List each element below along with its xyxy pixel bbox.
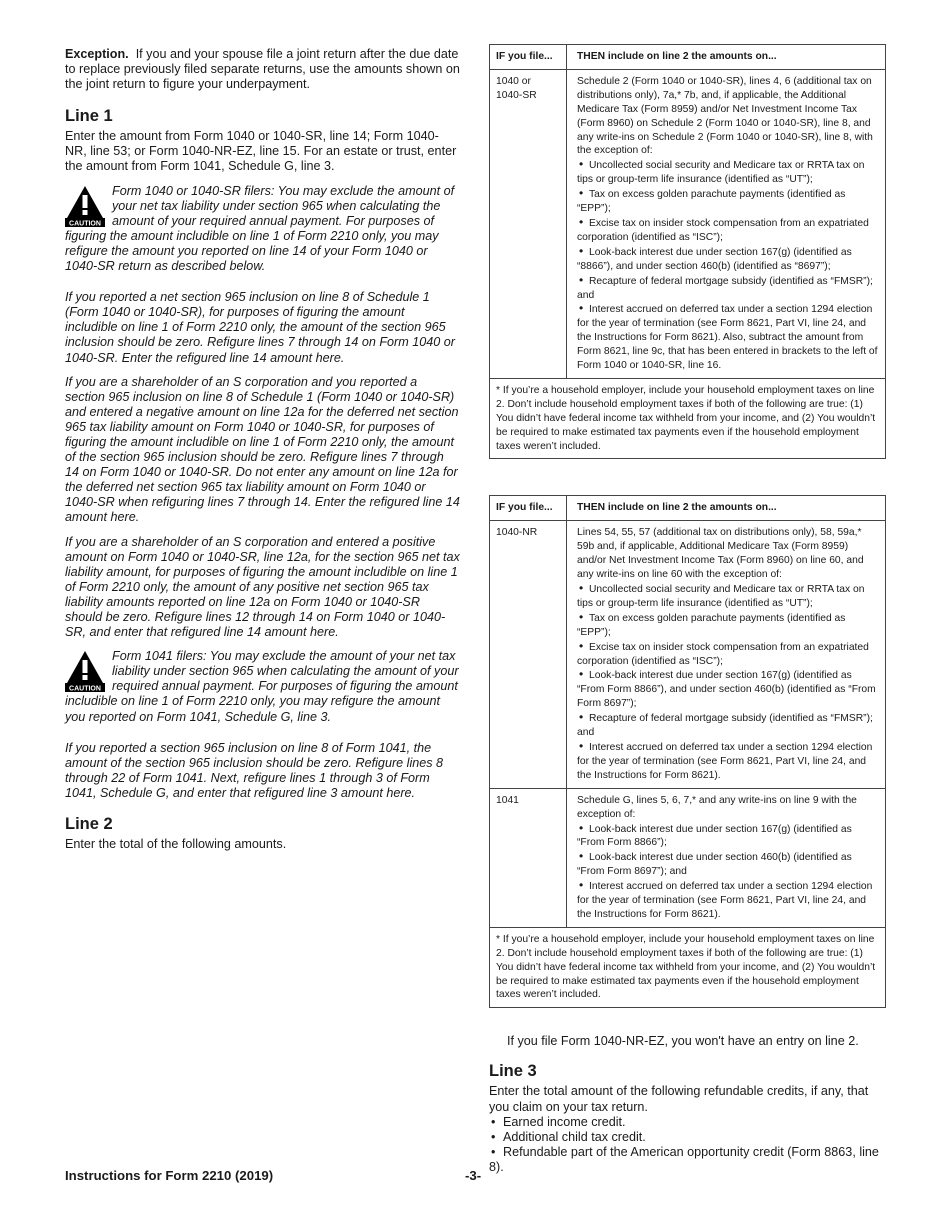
exception-label: Exception. xyxy=(65,47,129,61)
list-item: • Interest accrued on deferred tax under a section 1294 election for the year of termination (see Form 8621, Part VI, line 24, and the Instructions for Form 8621). Also, subtract the amount from Form 8621, line 9c, that has been entered in brackets to the left of Form 1040 or 1040-SR, line 16. xyxy=(577,302,879,373)
caution-text-1: Form 1040 or 1040-SR filers: You may exclude the amount of your net tax liability under section 965 when calculating the amount of your required annual payment. For purposes of figuring the amount includible on line 1 of Form 2210 only, you may refigure the amount you reported on line 14 of your Form 1040 or 1040-SR return as described below. xyxy=(65,183,455,274)
exception-paragraph xyxy=(65,47,460,92)
list-item: • Look-back interest due under section 460(b) (identified as “From Form 8697”); and xyxy=(577,850,879,879)
amounts-cell xyxy=(567,789,885,927)
amounts-cell xyxy=(567,70,885,378)
list-item: • Uncollected social security and Medicare tax or RRTA tax on tips or group-term life insurance (identified as “UT”); xyxy=(577,158,879,187)
list-item: • Interest accrued on deferred tax under a section 1294 election for the year of termination (see Form 8621, Part VI, line 24, and the Instructions for Form 8621). xyxy=(577,740,879,783)
list-item: • Recapture of federal mortgage subsidy (identified as “FMSR”); and xyxy=(577,711,879,740)
list-item: • Tax on excess golden parachute payments (identified as “EPP”); xyxy=(577,187,879,216)
caution-label: CAUTION xyxy=(69,220,101,227)
list-item: • Refundable part of the American opportunity credit (Form 8863, line 8). xyxy=(489,1145,886,1175)
amounts-cell xyxy=(567,521,885,787)
caution-icon xyxy=(65,185,105,227)
line1-heading: Line 1 xyxy=(65,107,113,126)
table-footnote: * If you’re a household employer, include your household employment taxes on line 2. Don’t include household employment taxes if both of the following are true: (1) You didn’t have federal income tax withheld from your income, and (2) You wouldn’t be required to make estimated tax payments even if the household employment taxes weren’t included. xyxy=(490,927,885,1008)
amounts-intro: Schedule 2 (Form 1040 or 1040-SR), lines 4, 6 (additional tax on distributions only), 7a,* 7b, and, if applicable, the Additional Medicare Tax (Form 8959) and/or Net Investment Income Tax (Form 8960) on Schedule 2 (Form 1040 or 1040-SR), line 8, and any write-ins on Schedule 2 (Form 1040 or 1040-SR), line 8, with the exception of: xyxy=(577,75,873,157)
list-item: • Look-back interest due under section 167(g) (identified as “8866”), and under section 460(b) (identified as “8697”); xyxy=(577,245,879,274)
italic-paragraph-1: If you reported a net section 965 inclusion on line 8 of Schedule 1 (Form 1040 or 1040-SR), for purposes of figuring the amount includible on line 1 of Form 2210 only, the amount of the section 965 inclusion should be zero. Refigure lines 7 through 14 on Form 1040 or 1040-SR. Enter the refigured line 14 amount here. xyxy=(65,290,455,365)
list-item: • Excise tax on insider stock compensation from an expatriated corporation (identified as “ISC”); xyxy=(577,216,879,245)
amounts-intro: Schedule G, lines 5, 6, 7,* and any write-ins on line 9 with the exception of: xyxy=(577,794,857,820)
list-item: • Look-back interest due under section 167(g) (identified as “From Form 8866”); xyxy=(577,822,879,851)
col-header-then: THEN include on line 2 the amounts on... xyxy=(577,51,777,62)
table-header-row xyxy=(490,45,885,69)
line3-heading: Line 3 xyxy=(489,1062,537,1081)
italic-paragraph-3: If you are a shareholder of an S corporation and entered a positive amount on Form 1040 or 1040-SR, line 12a, for the section 965 net tax liability amount, for purposes of figuring the amount includible on line 1 of Form 2210 only, the amount of any positive net section 965 tax liability amounts reported on line 12a on Form 1040 or 1040-SR should be zero. Refigure lines 12 through 14 on Form 1040 or 1040-SR, and enter that refigured line 14 amount here. xyxy=(65,534,460,640)
footer-title: Instructions for Form 2210 (2019) xyxy=(65,1168,274,1183)
caution-block-1 xyxy=(65,184,460,275)
list-item: • Look-back interest due under section 167(g) (identified as “From Form 8866”), and under section 460(b) (identified as “From Form 8697”); xyxy=(577,668,879,711)
page-number: -3- xyxy=(465,1168,482,1183)
line2-text: Enter the total of the following amounts. xyxy=(65,837,287,852)
caution-label: CAUTION xyxy=(69,685,101,693)
line2-table-2 xyxy=(489,495,886,1008)
line1-text: Enter the amount from Form 1040 or 1040-SR, line 14; Form 1040-NR, line 53; or Form 1040-NR-EZ, line 15. For an estate or trust, enter the amount from Form 1041, Schedule G, line 3. xyxy=(65,129,457,174)
exception-text: If you and your spouse file a joint return after the due date to replace previously filed separate returns, use the amounts shown on the joint return to figure your underpayment. xyxy=(65,47,460,92)
caution-icon xyxy=(65,650,105,692)
amounts-intro: Lines 54, 55, 57 (additional tax on distributions only), 58, 59a,* 59b and, if applicable, Additional Medicare Tax (Form 8959) and/or Net Investment Income Tax (Form 8960) on line 60, and any write-ins on line 60 with the exception of: xyxy=(577,527,864,581)
caution-text-2: Form 1041 filers: You may exclude the amount of your net tax liability under section 965 when calculating the amount of your required annual payment. For purposes of figuring the amount includible on line 1 of Form 2210 only, you may refigure the amount you reported on Form 1041, Schedule G, line 3. xyxy=(65,649,459,724)
nr-ez-note: If you file Form 1040-NR-EZ, you won't have an entry on line 2. xyxy=(507,1034,859,1049)
list-item: • Excise tax on insider stock compensation from an expatriated corporation (identified as “ISC”); xyxy=(577,640,879,669)
list-item: • Recapture of federal mortgage subsidy (identified as “FMSR”); and xyxy=(577,274,879,303)
italic-paragraph-2: If you are a shareholder of an S corporation and you reported a section 965 inclusion on line 8 of Schedule 1 (Form 1040 or 1040-SR) and entered a negative amount on line 12a for the deferred net section 965 tax liability amount on Form 1040 or 1040-SR, for purposes of figuring the amount includible on line 1 of Form 2210 only, the amount of the section 965 inclusion should be zero. Refigure lines 7 through 14 on Form 1040 or 1040-SR. Do not enter any amount on line 12a for the deferred net section 965 tax liability amount on Form 1040 or 1040-SR when refiguring lines 7 through 14. Enter the refigured line 14 amount here. xyxy=(65,374,460,525)
right-column xyxy=(489,44,886,1175)
table-footnote: * If you’re a household employer, include your household employment taxes on line 2. Don’t include household employment taxes if both of the following are true: (1) You didn’t have federal income tax withheld from your income, and (2) You wouldn’t be required to make estimated tax payments even if the household employment taxes weren’t included. xyxy=(490,378,885,459)
table-row xyxy=(490,788,885,927)
table-header-row xyxy=(490,496,885,520)
table-row xyxy=(490,69,885,378)
list-item: • Uncollected social security and Medicare tax or RRTA tax on tips or group-term life insurance (identified as “UT”); xyxy=(577,582,879,611)
form-cell: 1040-NR xyxy=(490,521,567,787)
line2-heading: Line 2 xyxy=(65,815,113,834)
list-item: • Tax on excess golden parachute payments (identified as “EPP”); xyxy=(577,611,879,640)
table-row xyxy=(490,520,885,787)
left-column xyxy=(65,47,460,852)
italic-paragraph-4: If you reported a section 965 inclusion on line 8 of Form 1041, the amount of the section 965 inclusion should be zero. Refigure lines 8 through 22 of Form 1041. Next, refigure lines 1 through 3 of Form 1041, Schedule G, and enter that refigured line 3 amount here. xyxy=(65,740,444,800)
line3-text: Enter the total amount of the following refundable credits, if any, that you claim on your tax return. xyxy=(489,1084,869,1114)
form-cell: 1041 xyxy=(490,789,567,927)
line2-table-1 xyxy=(489,44,886,459)
caution-block-2 xyxy=(65,649,460,724)
list-item: • Earned income credit. xyxy=(489,1115,886,1130)
col-header-if: IF you file... xyxy=(490,45,567,69)
col-header-then: THEN include on line 2 the amounts on... xyxy=(577,502,777,514)
list-item: • Interest accrued on deferred tax under a section 1294 election for the year of termination (see Form 8621, Part VI, line 24, and the Instructions for Form 8621). xyxy=(577,879,879,922)
form-cell: 1040 or 1040-SR xyxy=(490,70,567,378)
col-header-if: IF you file... xyxy=(490,496,567,520)
list-item: • Additional child tax credit. xyxy=(489,1130,886,1145)
